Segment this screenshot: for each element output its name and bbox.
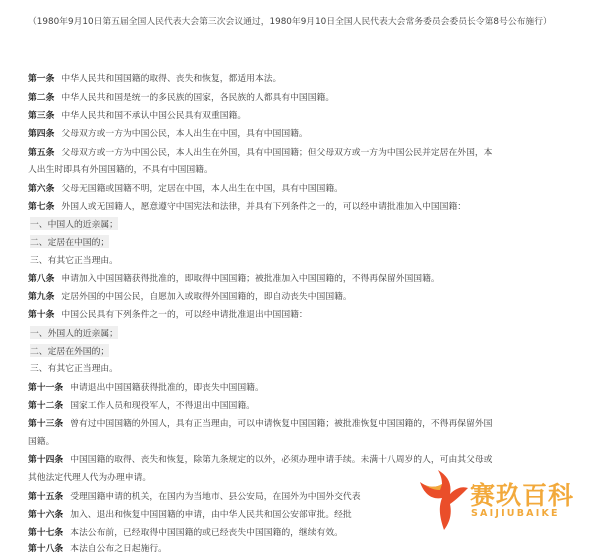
article-10-item-3: 三、有其它正当理由。 — [30, 364, 118, 374]
whale-tail-logo-icon — [418, 470, 470, 532]
article-10 — [28, 307, 308, 320]
article-number: 第九条 — [28, 292, 55, 302]
article-text: 国籍。 — [28, 437, 55, 447]
article-text: 申请退出中国国籍获得批准的，即丧失中国国籍。 — [70, 383, 264, 393]
article-text: 外国人或无国籍人，愿意遵守中国宪法和法律，并具有下列条件之一的，可以经申请批准加入中国国籍： — [61, 202, 467, 212]
article-number: 第十五条 — [28, 492, 64, 502]
article-2 — [28, 90, 334, 103]
article-12 — [28, 398, 255, 411]
article-13-continued — [28, 434, 54, 447]
watermark — [418, 470, 594, 534]
article-9 — [28, 289, 352, 302]
article-number: 第十条 — [28, 310, 55, 320]
article-number: 第十二条 — [28, 401, 64, 411]
article-text: 中华人民共和国国籍的取得、丧失和恢复，都适用本法。 — [61, 74, 282, 84]
article-13 — [28, 416, 492, 429]
article-16 — [28, 507, 352, 520]
article-7-item-3: 三、有其它正当理由。 — [30, 256, 118, 266]
article-text: 中国公民具有下列条件之一的，可以经申请批准退出中国国籍： — [61, 310, 308, 320]
article-7-item-2: 二、定居在中国的； — [30, 235, 109, 248]
article-number: 第十一条 — [28, 383, 64, 393]
article-7 — [28, 199, 466, 212]
article-text: 父母无国籍或国籍不明，定居在中国，本人出生在中国，具有中国国籍。 — [61, 184, 343, 194]
article-number: 第十四条 — [28, 455, 64, 465]
article-text: 曾有过中国国籍的外国人，具有正当理由，可以申请恢复中国国籍；被批准恢复中国国籍的，不得再保留外国 — [70, 419, 493, 429]
article-text: 定居外国的中国公民，自愿加入或取得外国国籍的，即自动丧失中国国籍。 — [61, 292, 352, 302]
article-1 — [28, 71, 281, 84]
article-11 — [28, 380, 264, 393]
article-number: 第七条 — [28, 202, 55, 212]
article-10-item-1: 一、外国人的近亲属； — [30, 326, 118, 339]
article-number: 第四条 — [28, 129, 55, 139]
article-4 — [28, 126, 308, 139]
article-14-continued — [28, 470, 151, 483]
article-number: 第八条 — [28, 274, 55, 284]
article-number: 第十六条 — [28, 510, 64, 520]
article-number: 第三条 — [28, 111, 55, 121]
watermark-subtitle: SAIJIUBAIKE — [471, 508, 560, 519]
article-text: 父母双方或一方为中国公民，本人出生在中国，具有中国国籍。 — [61, 129, 308, 139]
article-5 — [28, 145, 492, 158]
article-number: 第十八条 — [28, 544, 64, 554]
article-text: 国家工作人员和现役军人，不得退出中国国籍。 — [70, 401, 255, 411]
article-14 — [28, 452, 492, 465]
article-6 — [28, 181, 343, 194]
article-7-item-1: 一、中国人的近亲属； — [30, 217, 118, 230]
article-3 — [28, 108, 246, 121]
article-18 — [28, 541, 167, 554]
article-number: 第一条 — [28, 74, 55, 84]
article-text: 受理国籍申请的机关，在国内为当地市、县公安局，在国外为中国外交代表 — [70, 492, 361, 502]
article-number: 第二条 — [28, 93, 55, 103]
watermark-title: 赛玖百科 — [470, 481, 575, 510]
preamble: （1980年9月10日第五届全国人民代表大会第三次会议通过，1980年9月10日全国人民代表大会常务委员会委员长令第8号公布施行） — [28, 17, 552, 27]
article-text: 申请加入中国国籍获得批准的，即取得中国国籍；被批准加入中国国籍的，不得再保留外国国籍。 — [61, 274, 440, 284]
article-17 — [28, 525, 343, 538]
article-number: 第十三条 — [28, 419, 64, 429]
article-text: 本法公布前，已经取得中国国籍的或已经丧失中国国籍的，继续有效。 — [70, 528, 343, 538]
article-text: 加入、退出和恢复中国国籍的申请，由中华人民共和国公安部审批。经批 — [70, 510, 352, 520]
article-10-item-2: 二、定居在外国的； — [30, 344, 109, 357]
article-text: 本法自公布之日起施行。 — [70, 544, 167, 554]
article-number: 第十七条 — [28, 528, 64, 538]
article-15 — [28, 489, 361, 502]
article-text: 中华人民共和国不承认中国公民具有双重国籍。 — [61, 111, 247, 121]
article-text: 父母双方或一方为中国公民，本人出生在外国，具有中国国籍；但父母双方或一方为中国公民并定居在外国，本 — [61, 148, 493, 158]
article-5-continued — [28, 162, 213, 175]
article-number: 第六条 — [28, 184, 55, 194]
article-text: 人出生时即具有外国国籍的，不具有中国国籍。 — [28, 165, 213, 175]
article-text: 其他法定代理人代为办理申请。 — [28, 473, 152, 483]
article-text: 中华人民共和国是统一的多民族的国家，各民族的人都具有中国国籍。 — [61, 93, 335, 103]
article-text: 中国国籍的取得、丧失和恢复，除第九条规定的以外，必须办理申请手续。未满十八周岁的人，可由其父母或 — [70, 455, 493, 465]
article-number: 第五条 — [28, 148, 55, 158]
article-8 — [28, 271, 440, 284]
